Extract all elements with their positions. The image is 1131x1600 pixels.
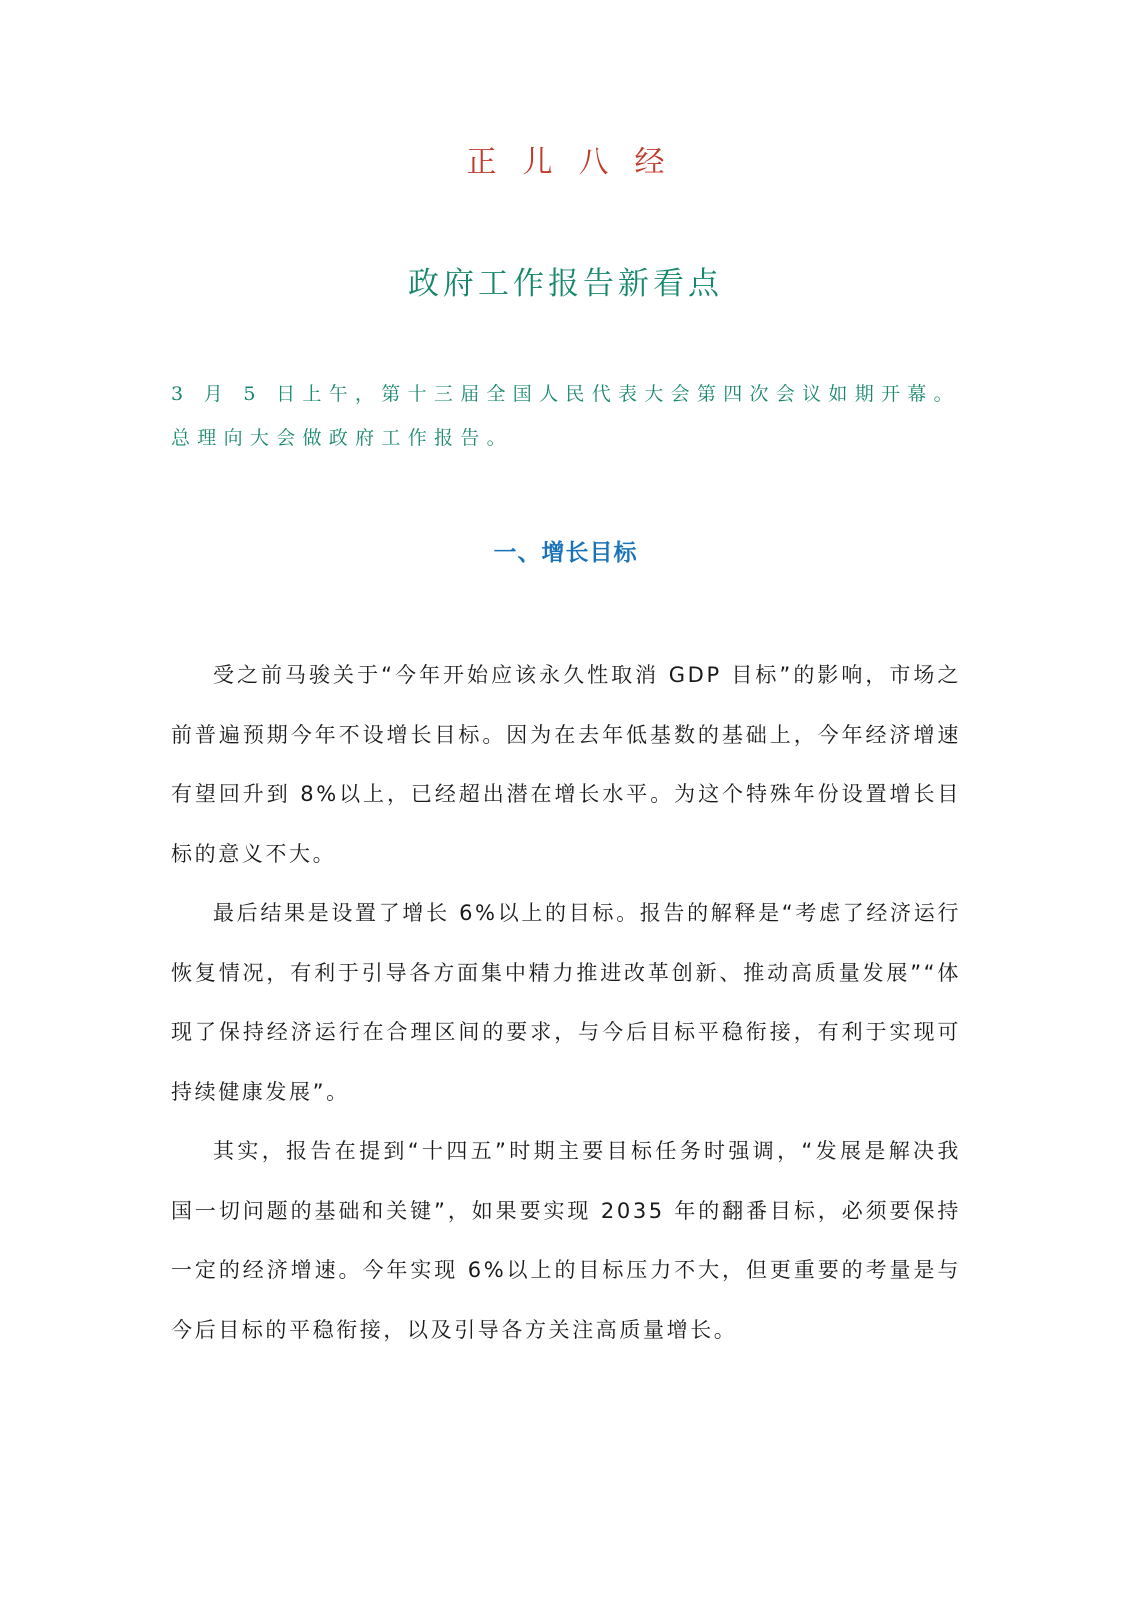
- body-paragraph-2: 最后结果是设置了增长 6%以上的目标。报告的解释是“考虑了经济运行恢复情况，有利于引导各方面集中精力推进改革创新、推动高质量发展”“体现了保持经济运行在合理区间的要求，与今后目标平稳衔接，有利于实现可持续健康发展”。: [171, 901, 961, 1104]
- lead-paragraph: 3 月 5 日上午，第十三届全国人民代表大会第四次会议如期开幕。总理向大会做政府工作报告。: [171, 383, 960, 449]
- masthead: 正儿八经: [466, 145, 691, 180]
- section-body: [171, 646, 961, 1360]
- body-paragraph-1: 受之前马骏关于“今年开始应该永久性取消 GDP 目标”的影响，市场之前普遍预期今年不设增长目标。因为在去年低基数的基础上，今年经济增速有望回升到 8%以上，已经超出潜在增长水平。为这个特殊年份设置增长目标的意义不大。: [171, 663, 961, 866]
- page-title: 政府工作报告新看点: [408, 266, 723, 302]
- section-heading: 一、增长目标: [493, 540, 638, 566]
- body-paragraph-3: 其实，报告在提到“十四五”时期主要目标任务时强调，“发展是解决我国一切问题的基础和关键”，如果要实现 2035 年的翻番目标，必须要保持一定的经济增速。今年实现 6%以上的目标压力不大，但更重要的考量是与今后目标的平稳衔接，以及引导各方关注高质量增长。: [171, 1139, 961, 1342]
